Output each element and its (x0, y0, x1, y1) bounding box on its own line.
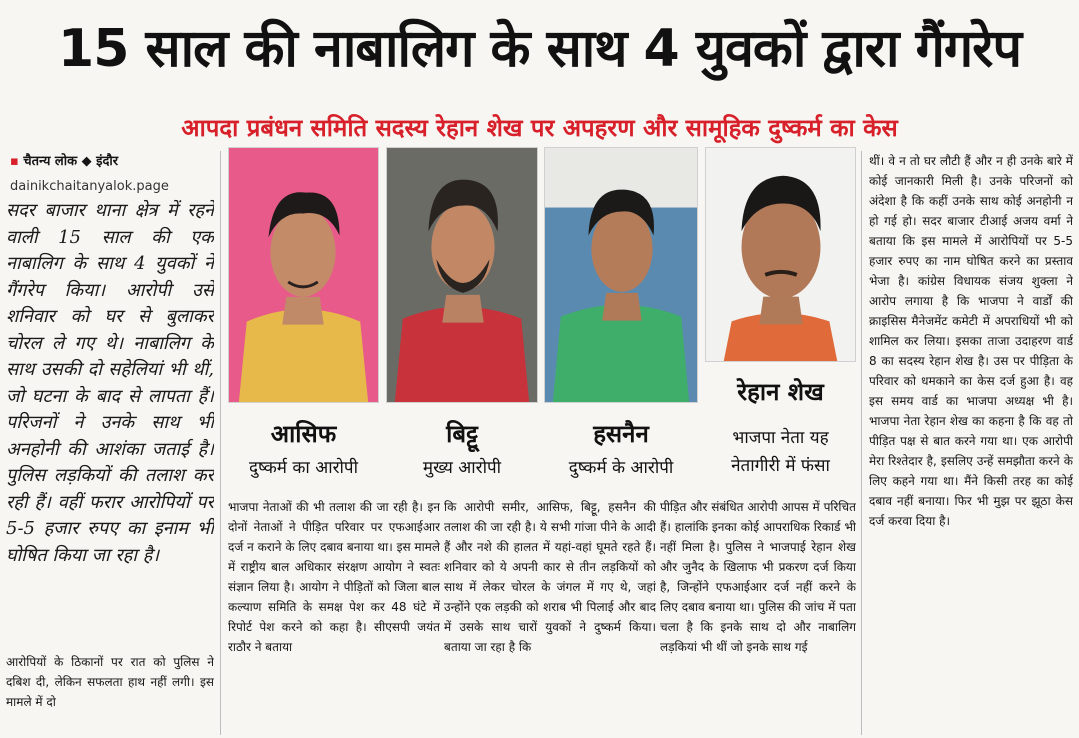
dateline-city: इंदौर (96, 154, 119, 169)
subheadline: आपदा प्रबंधन समिति सदस्य रेहान शेख पर अपहरण और सामूहिक दुष्कर्म का केस (181, 114, 898, 142)
headline: 15 साल की नाबालिग के साथ 4 युवकों द्वारा गैंगरेप (58, 19, 1021, 79)
photo-asif (228, 147, 379, 403)
caption-role-4-line2: नेतागीरी में फंसा (731, 456, 830, 476)
portrait-hasnain (545, 148, 697, 402)
photo-hasnain (544, 147, 698, 403)
caption-name-1: आसिफ (270, 420, 337, 448)
portrait-rehan-sheikh (706, 148, 855, 361)
caption-role-4-line1: भाजपा नेता यह (732, 428, 829, 448)
dateline (10, 151, 215, 173)
caption-name-4: रेहान शेख (737, 378, 824, 406)
body-column-4: थीं। वे न तो घर लौटी हैं और न ही उनके बारे में कोई जानकारी मिली है। उनके परिजनों को अंदेशा है कि कहीं उनके साथ कोई अनहोनी न हो गई हो। सदर बाजार टीआई अजय वर्मा ने बताया कि इस मामले में आरोपियों पर 5-5 हजार रुपए का नाम घोषित करने का प्रस्ताव भेजा है। कांग्रेस विधायक संजय शुक्ला ने आरोप लगाया है कि भाजपा ने वार्डों की क्राइसिस मैनेजमेंट कमेटी में अपराधियों भी को शामिल कर लिया। इसका ताजा उदाहरण वार्ड 8 का सदस्य रेहान शेख है। उस पर पीड़िता के परिवार को धमकाने का केस दर्ज हुआ है। वह इस समय वार्ड का भाजपा अध्यक्ष भी है। भाजपा नेता रेहान शेख का कहना है कि वह तो पीड़ित पक्ष से बात करने गया था। एक आरोपी मेरा रिश्तेदार है, इसलिए उन्हें समझौता करने के लिए कहने गया था। मैंने किसी तरह का कोई दबाव नहीं बनाया। फिर भी मुझ पर झूठा केस दर्ज करवा दिया है। (869, 154, 1073, 528)
body-column-2: कि आरोपी समीर, आसिफ, बिट्टू, हसनैन की तलाश की जा रही है। ये सभी गांजा पीने के आदी हैं और नशे की हालत में यहां-वहां घूमते रहते हैं। शनिवार को ये अपनी कार से तीन लड़कियों को साथ में लेकर चोरल के जंगल में गए थे, जहां उन्होंने एक लड़की को शराब भी पिलाई और बाद में उसके साथ चारों युवकों ने दुष्कर्म किया। बताया जा रहा है कि (444, 500, 656, 654)
dateline-marker: ▪ (10, 154, 24, 169)
dateline-source: चैतन्य लोक (23, 154, 78, 169)
column-divider (220, 151, 221, 735)
photo-rehan-sheikh (705, 147, 856, 362)
lead-paragraph: सदर बाजार थाना क्षेत्र में रहने वाली 15 साल की एक नाबालिग के साथ 4 युवकों ने गैंगरेप किया। आरोपी उसे शनिवार को घर से बुलाकर चोरल ले गए थे। नाबालिग के साथ उसकी दो सहेलियां भी थीं, जो घटना के बाद से लापता हैं। परिजनों ने उनके साथ भी अनहोनी की आशंका जताई है। पुलिस लड़कियों की तलाश कर रही हैं। वहीं फरार आरोपियों पर 5-5 हजार रुपए का इनाम भी घोषित किया जा रहा है। (6, 200, 214, 566)
caption-name-3: हसनैन (593, 420, 649, 448)
body-column-3: पीड़ित और संबंधित आरोपी आपस में परिचित हैं। हालांकि इनका कोई आपराधिक रिकार्ड भी नहीं मिला है। पुलिस ने भाजपाई रेहान शेख और जुनैद के खिलाफ भी प्रकरण दर्ज किया है, जिन्होंने एफआईआर दर्ज नहीं करने के लिए दबाव बनाया था। पुलिस की जांच में पता चला है कि इनके साथ दो और नाबालिग लड़कियां भी थीं जो इनके साथ गई (660, 500, 856, 654)
dateline-separator: ◆ (77, 154, 97, 169)
left-body-text: आरोपियों के ठिकानों पर रात को पुलिस ने दबिश दी, लेकिन सफलता हाथ नहीं लगी। इस मामले में दो (6, 655, 214, 709)
column-divider (861, 151, 862, 735)
portrait-bittu (387, 148, 537, 402)
caption-role-2: मुख्य आरोपी (422, 458, 502, 478)
caption-name-2: बिट्टू (446, 420, 478, 448)
portrait-asif (229, 148, 378, 402)
photo-bittu (386, 147, 538, 403)
caption-role-1: दुष्कर्म का आरोपी (249, 458, 358, 478)
caption-role-3: दुष्कर्म के आरोपी (568, 458, 674, 478)
body-column-1: भाजपा नेताओं की भी तलाश की जा रही है। इन दोनों नेताओं ने पीड़ित परिवार पर एफआईआर दर्ज न कराने के लिए दबाव बनाया था। इस मामले में राष्ट्रीय बाल अधिकार संरक्षण आयोग ने स्वतः संज्ञान लिया है। आयोग ने पीड़ितों को जिला बाल कल्याण समिति के समक्ष पेश कर 48 घंटे में रिपोर्ट पेश करने को कहा है। सीएसपी जयंत राठौर ने बताया (228, 500, 440, 654)
website-url: dainikchaitanyalok.page (10, 179, 169, 194)
